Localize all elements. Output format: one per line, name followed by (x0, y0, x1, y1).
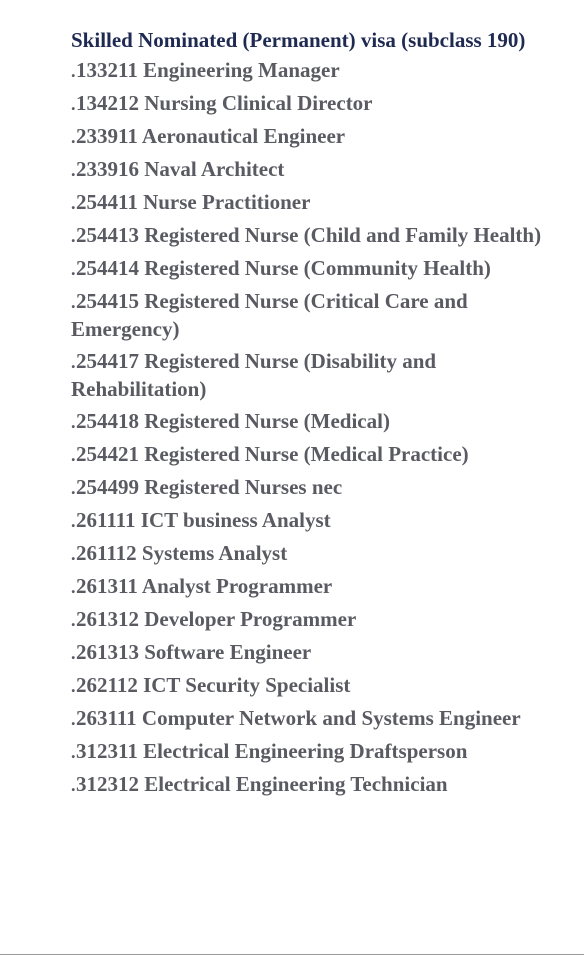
bullet: . (71, 775, 76, 795)
occupation-text: 261111 ICT business Analyst (76, 508, 331, 532)
list-item (71, 57, 551, 85)
document-body (71, 26, 551, 804)
bullet: . (71, 610, 76, 630)
list-item (71, 540, 551, 568)
page-title: Skilled Nominated (Permanent) visa (subclass 190) (71, 28, 526, 52)
list-item (71, 639, 551, 667)
occupation-text: 254499 Registered Nurses nec (76, 475, 343, 499)
bullet: . (71, 226, 76, 246)
occupation-text: 233911 Aeronautical Engineer (76, 124, 346, 148)
occupation-text: 254411 Nurse Practitioner (76, 190, 311, 214)
list-item (71, 90, 551, 118)
list-item (71, 123, 551, 151)
occupation-text: 261112 Systems Analyst (76, 541, 288, 565)
occupation-text: 254418 Registered Nurse (Medical) (76, 409, 390, 433)
bullet: . (71, 193, 76, 213)
list-item (71, 348, 551, 403)
occupation-text: 263111 Computer Network and Systems Engineer (76, 706, 521, 730)
list-item (71, 705, 551, 733)
occupation-text: 312311 Electrical Engineering Draftsperson (76, 739, 468, 763)
bullet: . (71, 259, 76, 279)
occupation-text: 254413 Registered Nurse (Child and Family Health) (76, 223, 542, 247)
bullet: . (71, 676, 76, 696)
occupation-text: 262112 ICT Security Specialist (76, 673, 351, 697)
occupation-text: 133211 Engineering Manager (76, 58, 340, 82)
bullet: . (71, 742, 76, 762)
list-item (71, 189, 551, 217)
list-item (71, 255, 551, 283)
occupation-text: 254421 Registered Nurse (Medical Practice) (76, 442, 469, 466)
bullet: . (71, 544, 76, 564)
occupation-text: 312312 Electrical Engineering Technician (76, 772, 448, 796)
list-item (71, 288, 551, 343)
bullet: . (71, 352, 76, 372)
occupation-text: 233916 Naval Architect (76, 157, 285, 181)
bullet: . (71, 127, 76, 147)
list-item (71, 606, 551, 634)
bullet: . (71, 160, 76, 180)
bullet: . (71, 61, 76, 81)
list-item (71, 573, 551, 601)
occupation-text: 261313 Software Engineer (76, 640, 312, 664)
bullet: . (71, 577, 76, 597)
list-item (71, 738, 551, 766)
bullet: . (71, 511, 76, 531)
bullet: . (71, 478, 76, 498)
list-item (71, 408, 551, 436)
bullet: . (71, 412, 76, 432)
list-item (71, 672, 551, 700)
bullet: . (71, 445, 76, 465)
occupation-text: 254414 Registered Nurse (Community Health) (76, 256, 491, 280)
bullet: . (71, 292, 76, 312)
occupation-list (71, 57, 551, 799)
bullet: . (71, 94, 76, 114)
occupation-text: 261312 Developer Programmer (76, 607, 357, 631)
list-item (71, 222, 551, 250)
occupation-text: 254415 Registered Nurse (Critical Care and Emergency) (71, 289, 468, 341)
list-item (71, 771, 551, 799)
list-item (71, 156, 551, 184)
occupation-text: 254417 Registered Nurse (Disability and Rehabilitation) (71, 349, 437, 401)
list-item (71, 474, 551, 502)
bullet: . (71, 709, 76, 729)
occupation-text: 261311 Analyst Programmer (76, 574, 333, 598)
bottom-divider (0, 954, 584, 955)
list-item (71, 441, 551, 469)
occupation-text: 134212 Nursing Clinical Director (76, 91, 373, 115)
list-item (71, 507, 551, 535)
bullet: . (71, 643, 76, 663)
